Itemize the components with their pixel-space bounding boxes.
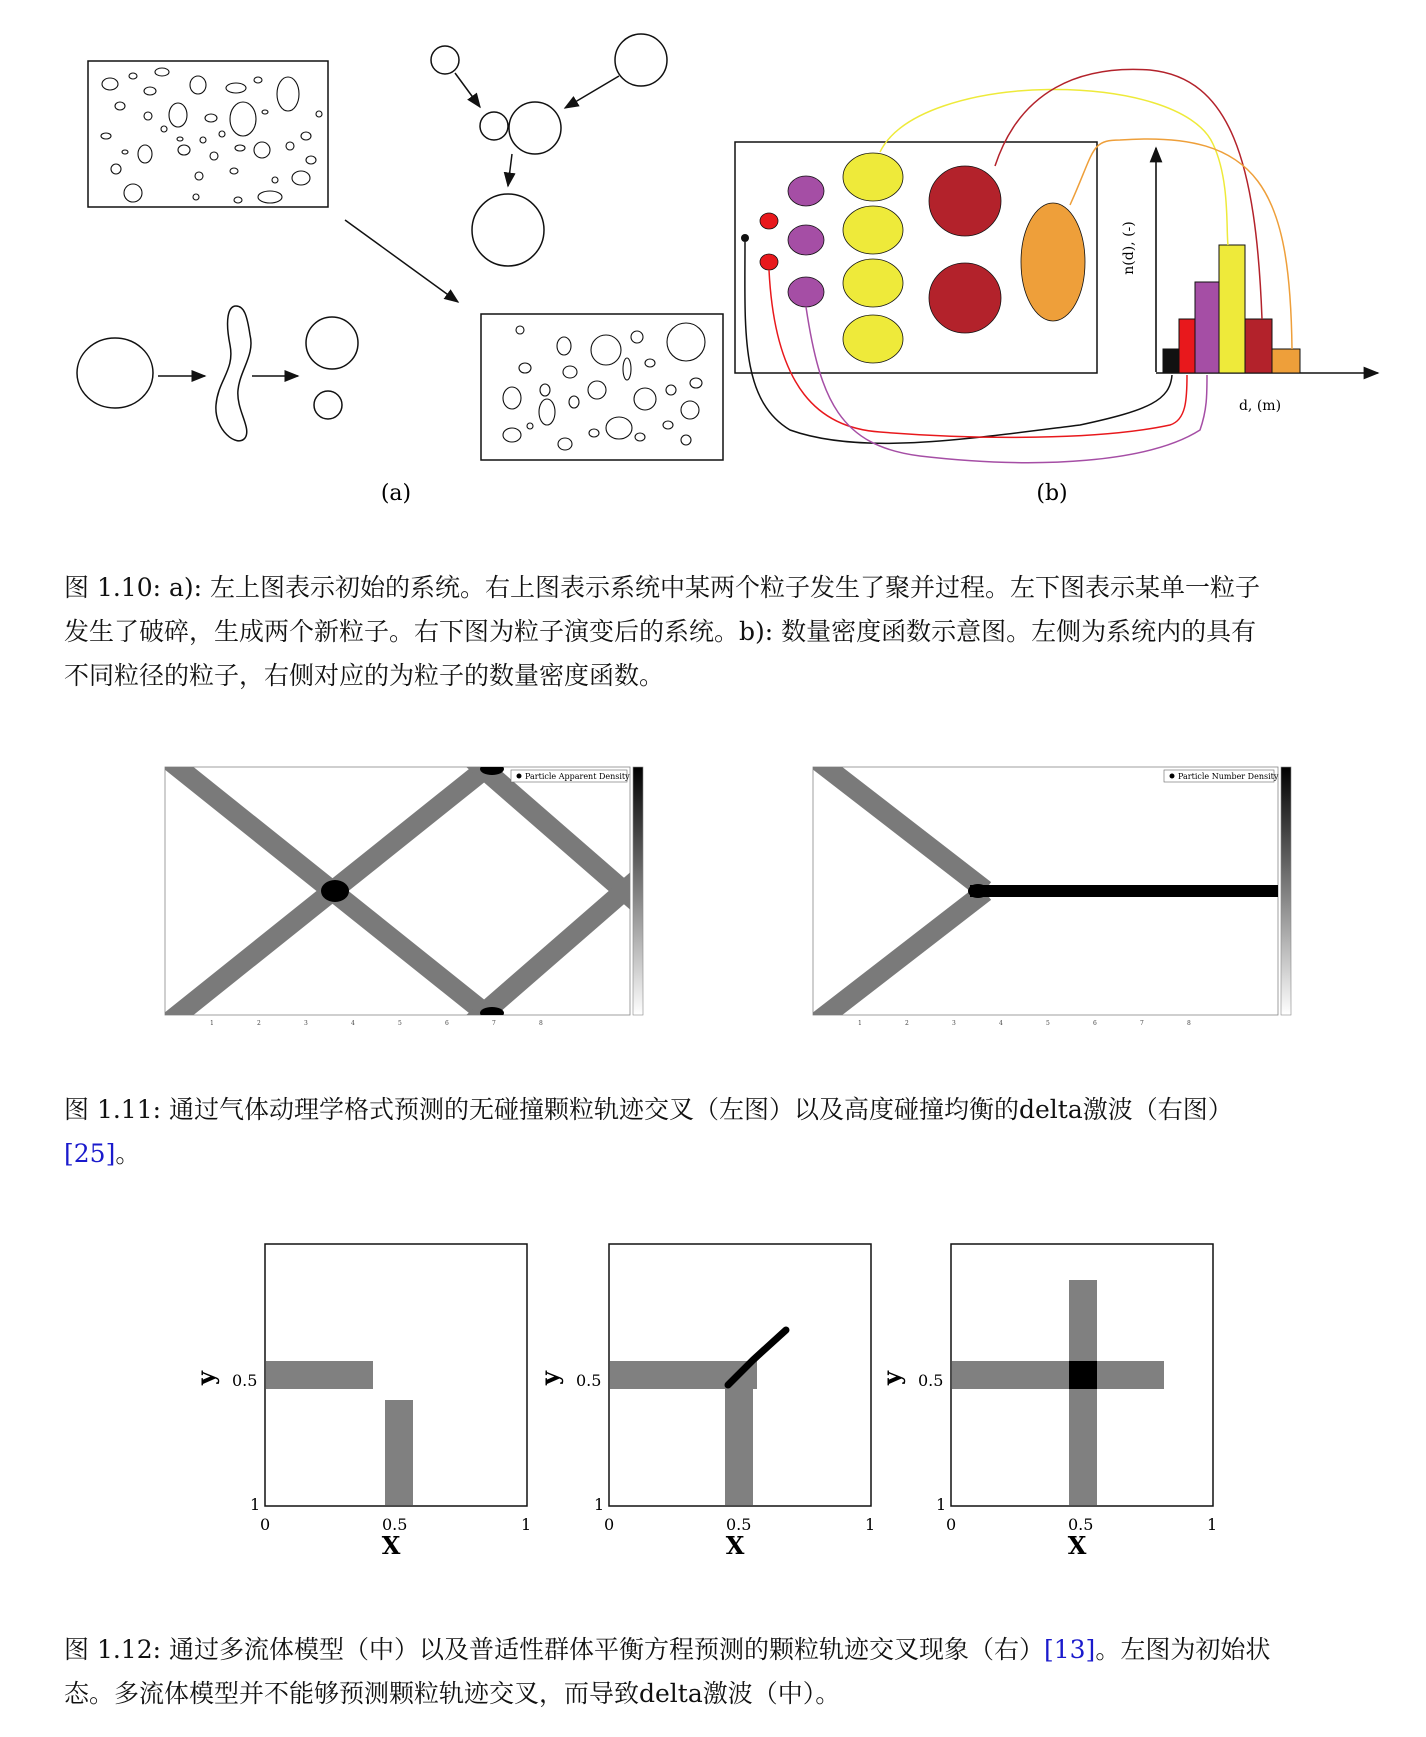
initial-system-box: [88, 61, 328, 207]
label-b: (b): [1036, 481, 1068, 506]
x-tick-label: 1: [858, 1020, 862, 1025]
caption-figure-1-11: [64, 1088, 1382, 1176]
ytick: 1: [936, 1495, 947, 1514]
xtick: 0: [604, 1515, 615, 1534]
legend-label: Particle Apparent Density: [525, 772, 630, 781]
caption-line: 图 1.12: 通过多流体模型（中）以及普适性群体平衡方程预测的颗粒轨迹交叉现象（右）[13]。左图为初始状: [64, 1635, 1271, 1664]
xtick: 1: [1207, 1515, 1218, 1534]
legend-label: Particle Number Density: [1178, 772, 1279, 781]
x-axis-label: d, (m): [1238, 398, 1282, 414]
x-tick-label: 3: [952, 1020, 956, 1025]
panel-population-balance: [877, 1244, 1217, 1560]
panel-initial: [191, 1244, 531, 1560]
x-tick-label: 8: [1187, 1020, 1191, 1025]
citation-link[interactable]: [25]: [64, 1139, 116, 1168]
citation-link[interactable]: [13]: [1043, 1635, 1096, 1664]
figure-1-12: [0, 1230, 1426, 1570]
x-tick-label: 1: [210, 1020, 214, 1025]
caption-line: 发生了破碎，生成两个新粒子。右下图为粒子演变后的系统。b): 数量密度函数示意图。左侧为系统内的具有: [64, 617, 1257, 646]
xtick: 0: [260, 1515, 271, 1534]
figure-1-11: [0, 745, 1426, 1025]
x-tick-label: 2: [905, 1020, 909, 1025]
caption-line: 态。多流体模型并不能够预测颗粒轨迹交叉，而导致delta激波（中）。: [64, 1679, 841, 1708]
caption-figure-1-12: [64, 1628, 1382, 1716]
panel-multifluid: [535, 1244, 875, 1560]
ytick: 1: [250, 1495, 261, 1514]
caption-line: [25]。: [64, 1139, 141, 1168]
ytick: 0.5: [576, 1371, 602, 1390]
particle-size-system: [735, 142, 1097, 373]
colorbar: [633, 767, 643, 1015]
xtick: 0.5: [726, 1515, 752, 1534]
left-density-plot: [165, 757, 643, 1025]
figure-1-12-svg: [0, 1230, 1426, 1570]
right-density-plot: [813, 757, 1291, 1025]
x-tick-label: 7: [1140, 1020, 1144, 1025]
x-tick-label: 7: [492, 1020, 496, 1025]
figure-1-10-svg: [0, 0, 1426, 520]
breakage-process: [77, 306, 358, 441]
y-label: y: [191, 1371, 220, 1385]
x-tick-label: 4: [351, 1020, 355, 1025]
delta-shock: [970, 885, 1278, 897]
x-label: X: [725, 1531, 745, 1560]
evolved-system-box: [481, 314, 723, 460]
figure-1-10: [0, 0, 1426, 520]
evolution-arrow: [345, 220, 458, 302]
x-tick-label: 5: [1046, 1020, 1050, 1025]
x-tick-label: 6: [445, 1020, 449, 1025]
x-label: X: [381, 1531, 401, 1560]
caption-line: 图 1.11: 通过气体动理学格式预测的无碰撞颗粒轨迹交叉（左图）以及高度碰撞均衡的delta激波（右图）: [64, 1095, 1233, 1124]
xtick: 1: [521, 1515, 532, 1534]
x-label: X: [1067, 1531, 1087, 1560]
x-tick-label: 5: [398, 1020, 402, 1025]
xtick: 1: [865, 1515, 876, 1534]
colorbar: [1281, 767, 1291, 1015]
xtick: 0.5: [382, 1515, 408, 1534]
x-tick-label: 4: [999, 1020, 1003, 1025]
label-a: (a): [380, 481, 412, 506]
ytick: 0.5: [232, 1371, 258, 1390]
number-density-histogram: [1121, 148, 1378, 414]
xtick: 0: [946, 1515, 957, 1534]
x-tick-label: 8: [539, 1020, 543, 1025]
y-label: y: [535, 1371, 564, 1385]
y-label: y: [877, 1371, 906, 1385]
y-axis-label: n(d), (-): [1121, 221, 1137, 275]
x-tick-label: 6: [1093, 1020, 1097, 1025]
crossing-point: [321, 880, 349, 902]
figure-1-11-svg: [0, 745, 1426, 1025]
x-tick-label: 3: [304, 1020, 308, 1025]
caption-figure-1-10: [64, 566, 1382, 698]
ytick: 1: [594, 1495, 605, 1514]
caption-line: 图 1.10: a): 左上图表示初始的系统。右上图表示系统中某两个粒子发生了聚并过程。左下图表示某单一粒子: [64, 573, 1261, 602]
x-tick-label: 2: [257, 1020, 261, 1025]
xtick: 0.5: [1068, 1515, 1094, 1534]
caption-line: 不同粒径的粒子，右侧对应的为粒子的数量密度函数。: [64, 661, 665, 690]
ytick: 0.5: [918, 1371, 944, 1390]
coalescence-process: [431, 34, 667, 266]
